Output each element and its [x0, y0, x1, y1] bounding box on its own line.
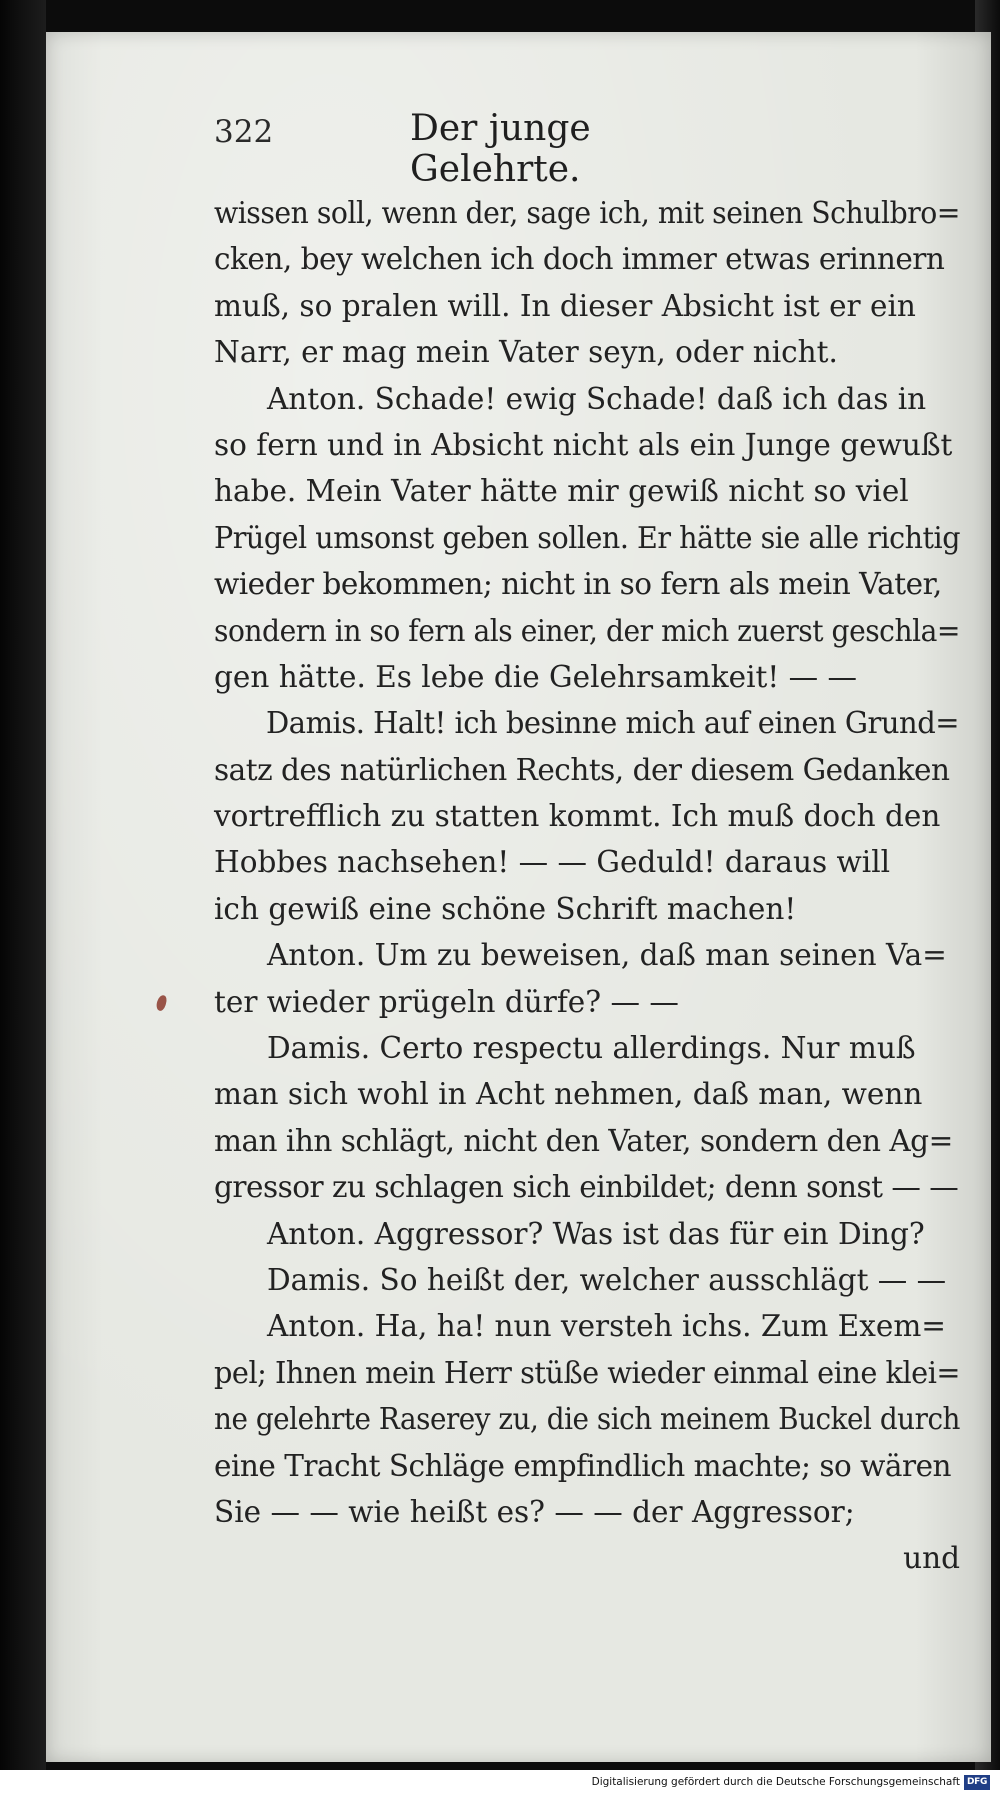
- text-line: pel; Ihnen mein Herr stüße wieder einmal eine klei=: [214, 1355, 960, 1390]
- scan-left-edge: [0, 0, 46, 1770]
- text-line: so fern und in Absicht nicht als ein Junge gewußt: [214, 427, 953, 462]
- text-line: ter wieder prügeln dürfe? — —: [214, 984, 679, 1019]
- text-line: wissen soll, wenn der, sage ich, mit seinen Schulbro=: [214, 196, 960, 230]
- text-line: Anton. Aggressor? Was ist das für ein Ding?: [267, 1216, 925, 1251]
- funding-credit: Digitalisierung gefördert durch die Deutsche Forschungsgemeinschaft: [591, 1776, 960, 1788]
- body-text: [214, 190, 960, 1582]
- text-line: Sie — — wie heißt es? — — der Aggressor;: [214, 1494, 855, 1529]
- text-line: wieder bekommen; nicht in so fern als mein Vater,: [214, 567, 942, 602]
- catchword: und: [903, 1541, 960, 1576]
- text-line: Anton. Ha, ha! nun versteh ichs. Zum Exem=: [267, 1309, 947, 1344]
- text-line: Damis. Certo respectu allerdings. Nur muß: [267, 1031, 916, 1066]
- text-line: ne gelehrte Raserey zu, die sich meinem Buckel durch: [214, 1402, 960, 1437]
- text-line: muß, so pralen will. In dieser Absicht ist er ein: [214, 288, 916, 323]
- page-header: [214, 108, 754, 190]
- text-line: Anton. Schade! ewig Schade! daß ich das in: [267, 381, 927, 416]
- text-line: gen hätte. Es lebe die Gelehrsamkeit! — —: [214, 659, 857, 694]
- text-line: man ihn schlägt, nicht den Vater, sondern den Ag=: [214, 1123, 953, 1158]
- text-line: cken, bey welchen ich doch immer etwas erinnern: [214, 242, 945, 277]
- ink-stain: [155, 994, 169, 1012]
- text-line: satz des natürlichen Rechts, der diesem Gedanken: [214, 752, 950, 787]
- text-line: Damis. Halt! ich besinne mich auf einen Grund=: [266, 706, 960, 741]
- text-line: Hobbes nachsehen! — — Geduld! daraus will: [214, 845, 891, 880]
- text-line: Narr, er mag mein Vater seyn, oder nicht.: [214, 335, 838, 370]
- text-line: sondern in so fern als einer, der mich zuerst geschla=: [214, 613, 960, 648]
- text-line: Prügel umsonst geben sollen. Er hätte sie alle richtig: [214, 520, 960, 555]
- page-number: 322: [214, 114, 274, 150]
- running-head: Der junge Gelehrte.: [410, 108, 591, 190]
- text-line: vortrefflich zu statten kommt. Ich muß doch den: [214, 799, 941, 834]
- digitization-footer: [0, 1770, 1000, 1803]
- text-line: Damis. So heißt der, welcher ausschlägt — —: [267, 1262, 947, 1297]
- text-line: ich gewiß eine schöne Schrift machen!: [214, 891, 797, 926]
- text-line: gressor zu schlagen sich einbildet; denn sonst — —: [214, 1170, 959, 1205]
- text-line: Anton. Um zu beweisen, daß man seinen Va=: [267, 938, 947, 973]
- text-line: man sich wohl in Acht nehmen, daß man, wenn: [214, 1077, 923, 1112]
- text-line: eine Tracht Schläge empfindlich machte; so wären: [214, 1448, 952, 1483]
- text-line: habe. Mein Vater hätte mir gewiß nicht so viel: [214, 474, 909, 509]
- dfg-logo-icon: DFG: [964, 1775, 990, 1790]
